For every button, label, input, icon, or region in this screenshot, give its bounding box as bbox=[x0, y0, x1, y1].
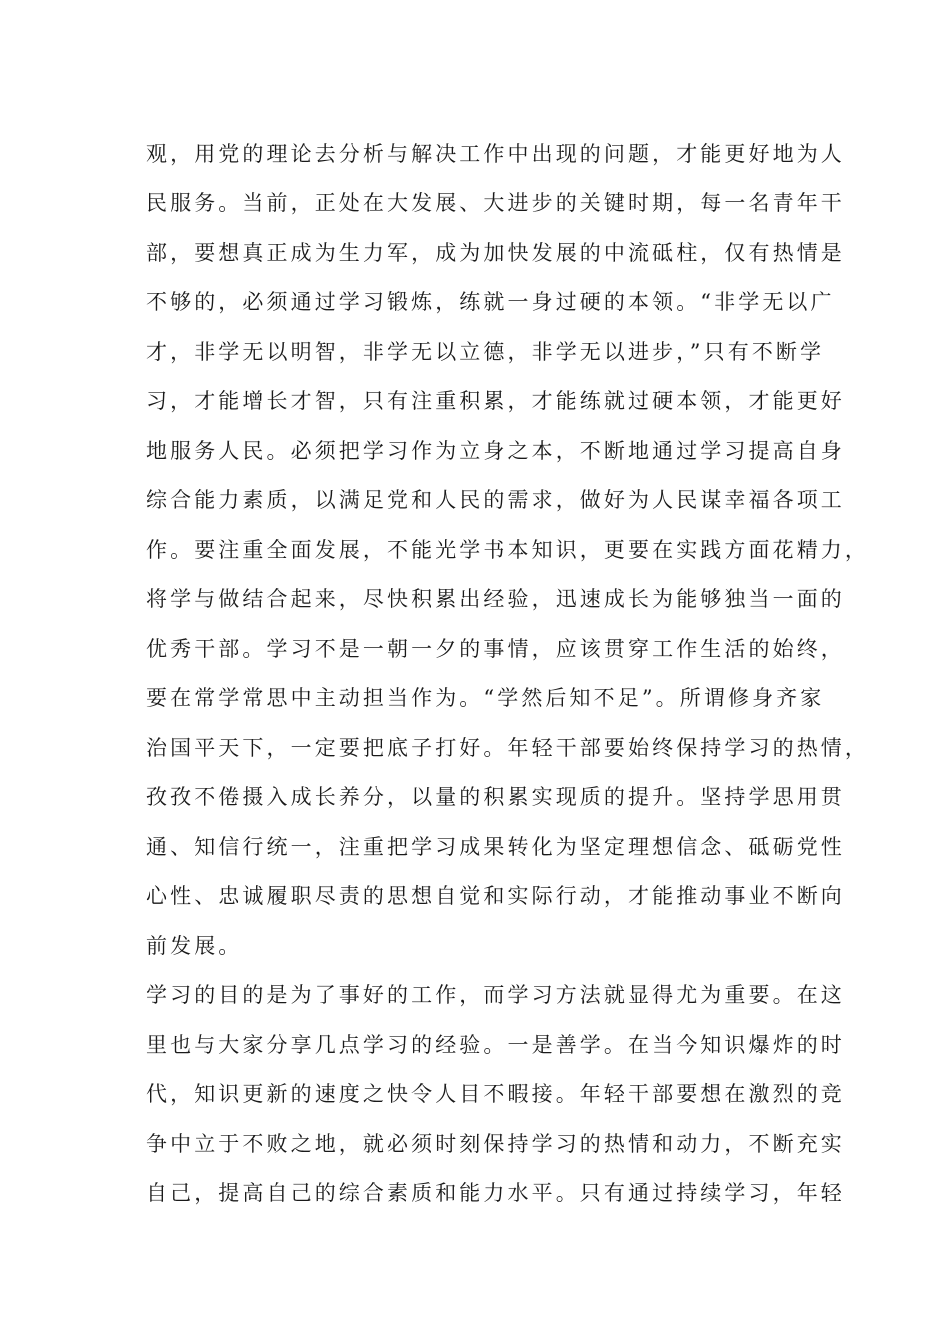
text-line: 自己，提高自己的综合素质和能力水平。只有通过持续学习，年轻 bbox=[146, 1181, 845, 1205]
text-line: 不够的，必须通过学习锻炼，练就一身过硬的本领。“非学无以广 bbox=[146, 290, 835, 314]
text-line: 治国平天下，一定要把底子打好。年轻干部要始终保持学习的热情， bbox=[146, 736, 869, 760]
text-line: 观，用党的理论去分析与解决工作中出现的问题，才能更好地为人 bbox=[146, 142, 845, 166]
text-line: 要在常学常思中主动担当作为。“学然后知不足”。所谓修身齐家 bbox=[146, 686, 825, 710]
text-line: 优秀干部。学习不是一朝一夕的事情，应该贯穿工作生活的始终， bbox=[146, 637, 845, 661]
text-line: 学习的目的是为了事好的工作，而学习方法就显得尤为重要。在这 bbox=[146, 983, 845, 1007]
text-line: 争中立于不败之地，就必须时刻保持学习的热情和动力，不断充实 bbox=[146, 1132, 845, 1156]
text-line: 习，才能增长才智，只有注重积累，才能练就过硬本领，才能更好 bbox=[146, 389, 845, 413]
text-line: 才，非学无以明智，非学无以立德，非学无以进步，”只有不断学 bbox=[146, 340, 825, 364]
text-line: 作。要注重全面发展，不能光学书本知识，更要在实践方面花精力， bbox=[146, 538, 869, 562]
text-line: 民服务。当前，正处在大发展、大进步的关键时期，每一名青年干 bbox=[146, 191, 845, 215]
text-line: 心性、忠诚履职尽责的思想自觉和实际行动，才能推动事业不断向 bbox=[146, 884, 845, 908]
text-line: 前发展。 bbox=[146, 934, 243, 958]
text-line: 部，要想真正成为生力军，成为加快发展的中流砥柱，仅有热情是 bbox=[146, 241, 845, 265]
text-line: 地服务人民。必须把学习作为立身之本，不断地通过学习提高自身 bbox=[146, 439, 845, 463]
text-line: 通、知信行统一，注重把学习成果转化为坚定理想信念、砥砺党性 bbox=[146, 835, 845, 859]
text-line: 综合能力素质，以满足党和人民的需求，做好为人民谋幸福各项工 bbox=[146, 488, 845, 512]
text-line: 将学与做结合起来，尽快积累出经验，迅速成长为能够独当一面的 bbox=[146, 587, 845, 611]
text-line: 代，知识更新的速度之快令人目不暇接。年轻干部要想在激烈的竞 bbox=[146, 1082, 845, 1106]
text-line: 里也与大家分享几点学习的经验。一是善学。在当今知识爆炸的时 bbox=[146, 1033, 845, 1057]
text-line: 孜孜不倦摄入成长养分，以量的积累实现质的提升。坚持学思用贯 bbox=[146, 785, 845, 809]
